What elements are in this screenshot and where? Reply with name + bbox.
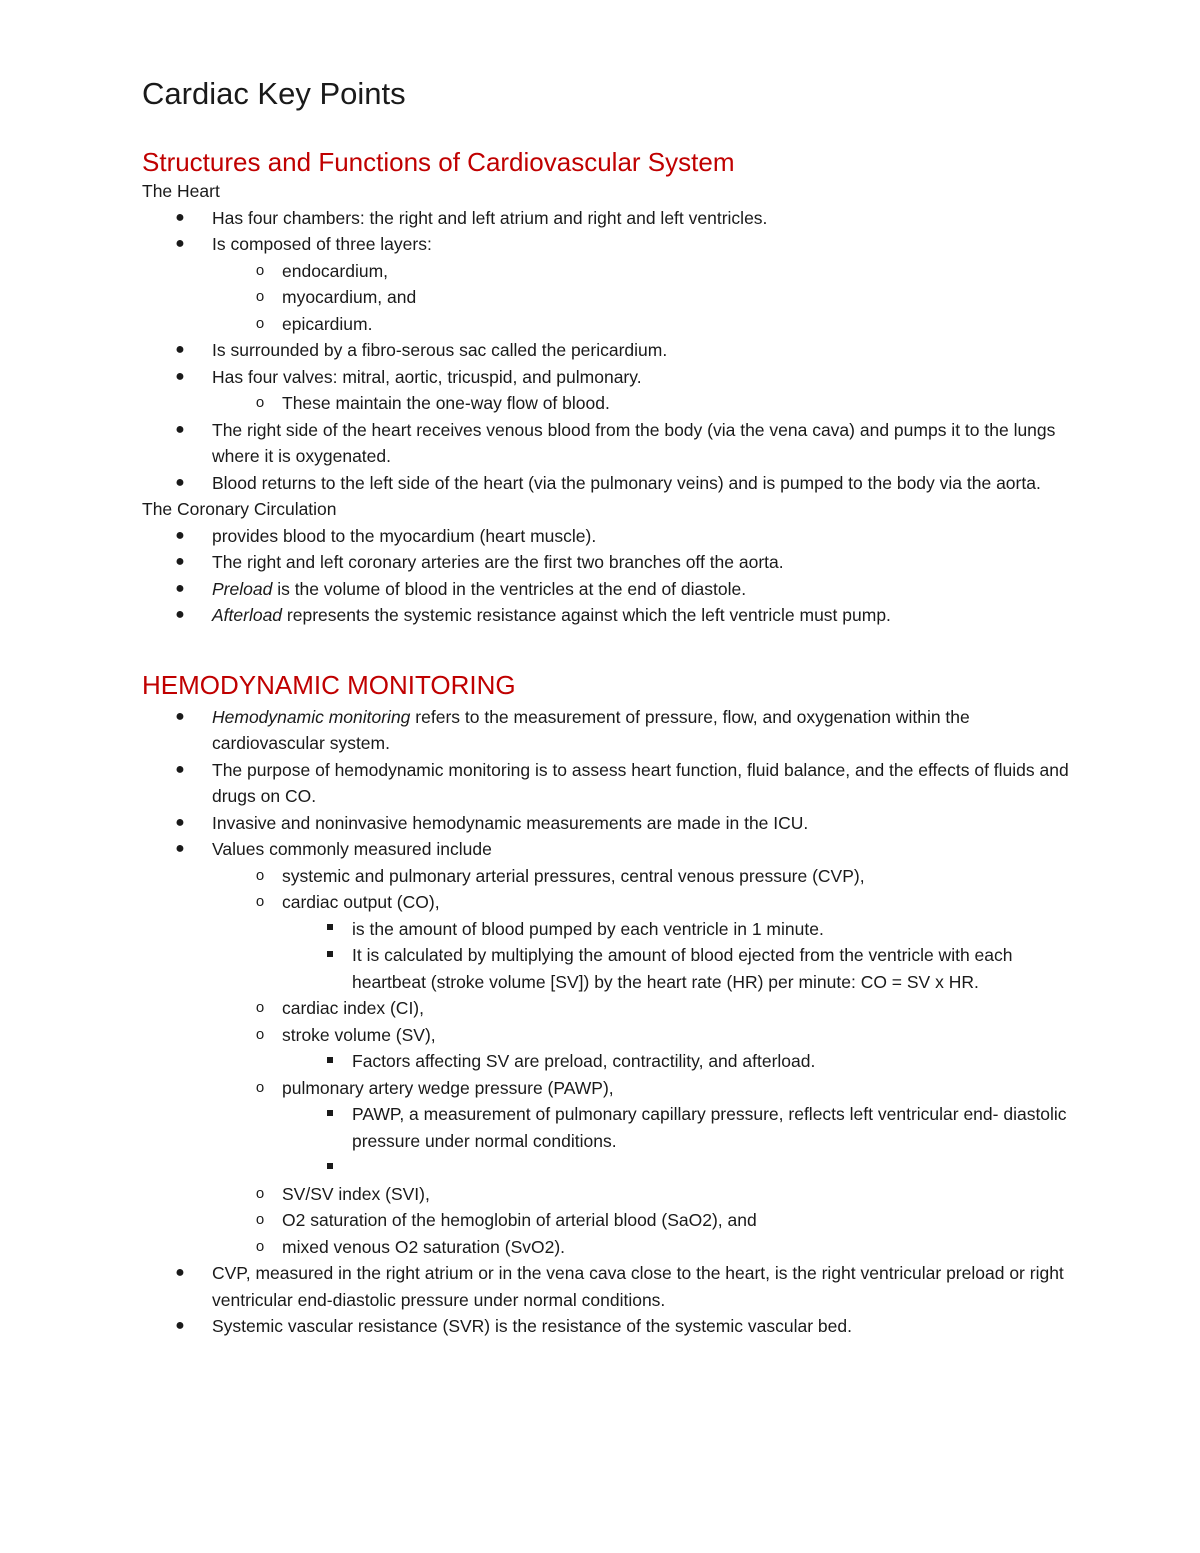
subheading-the-heart: The Heart <box>142 181 220 201</box>
list-item: o stroke volume (SV), Factors affecting SV are preload, contractility, and afterload. <box>212 1022 1072 1075</box>
term-preload: Preload <box>212 578 273 599</box>
circle-bullet-icon: o <box>255 261 265 279</box>
sv-sublist <box>282 1048 1072 1075</box>
square-bullet-icon <box>320 916 340 943</box>
list-item: ● Values commonly measured include o systemic and pulmonary arterial pressures, central venous pressure (CVP), o cardiac output (CO), is the amount of blood pumped by each ventricle in 1 minute. It is calculated by multiplying the amount of blood ejected from the ventricle with each heartbeat (stroke volume [SV]) by the heart rate (HR) per minute: CO = SV x HR. o cardiac index (CI), o stroke volume (SV), Factors affecting SV are preload, contractility, and afterload. o pulmonary artery wedge pressure (PAWP), PAWP, a measurement of pulmonary capillary pressure, reflects left ventricular end- diastolic pressure under normal conditions. o SV/SV index (SVI), o O2 saturation of the hemoglobin of arterial blood (SaO2), and o mixed venous O2 saturation (SvO2). <box>142 836 1072 1260</box>
values-sublist <box>212 863 1072 1261</box>
list-item: o SV/SV index (SVI), <box>212 1181 1072 1208</box>
list-item: o O2 saturation of the hemoglobin of arterial blood (SaO2), and <box>212 1207 1072 1234</box>
circle-bullet-icon: o <box>255 866 265 884</box>
list-item: PAWP, a measurement of pulmonary capillary pressure, reflects left ventricular end- diastolic pressure under normal conditions. <box>282 1101 1072 1154</box>
heart-list <box>142 205 1072 497</box>
list-item: ● Systemic vascular resistance (SVR) is the resistance of the systemic vascular bed. <box>142 1313 1072 1340</box>
list-item-empty <box>282 1154 1072 1181</box>
list-item: o epicardium. <box>212 311 1072 338</box>
document-page <box>142 76 1072 1340</box>
co-sublist <box>282 916 1072 996</box>
section-heading-structures: Structures and Functions of Cardiovascular System <box>142 147 735 177</box>
circle-bullet-icon: o <box>255 1184 265 1202</box>
list-item: ● Afterload represents the systemic resistance against which the left ventricle must pump. <box>142 602 1072 629</box>
list-item: is the amount of blood pumped by each ventricle in 1 minute. <box>282 916 1072 943</box>
valves-sublist <box>212 390 1072 417</box>
bullet-icon: ● <box>175 553 185 570</box>
circle-bullet-icon: o <box>255 314 265 332</box>
list-item: ● The purpose of hemodynamic monitoring is to assess heart function, fluid balance, and the effects of fluids and drugs on CO. <box>142 757 1072 810</box>
list-item: o systemic and pulmonary arterial pressures, central venous pressure (CVP), <box>212 863 1072 890</box>
square-bullet-icon <box>320 1048 340 1075</box>
bullet-icon: ● <box>175 235 185 252</box>
bullet-icon: ● <box>175 813 185 831</box>
square-bullet-icon <box>320 1154 340 1181</box>
square-bullet-icon <box>320 1101 340 1128</box>
bullet-icon: ● <box>175 1317 185 1334</box>
list-item: ● Has four chambers: the right and left atrium and right and left ventricles. <box>142 205 1072 232</box>
list-item: ● Preload is the volume of blood in the ventricles at the end of diastole. <box>142 576 1072 603</box>
bullet-icon: ● <box>175 707 185 725</box>
list-item: Factors affecting SV are preload, contractility, and afterload. <box>282 1048 1072 1075</box>
circle-bullet-icon: o <box>255 893 265 910</box>
bullet-icon: ● <box>175 760 185 778</box>
list-item: o mixed venous O2 saturation (SvO2). <box>212 1234 1072 1261</box>
list-item: o cardiac output (CO), is the amount of blood pumped by each ventricle in 1 minute. It is calculated by multiplying the amount of blood ejected from the ventricle with each heartbeat (stroke volume [SV]) by the heart rate (HR) per minute: CO = SV x HR. <box>212 889 1072 995</box>
circle-bullet-icon: o <box>255 1211 265 1228</box>
list-item: o cardiac index (CI), <box>212 995 1072 1022</box>
circle-bullet-icon: o <box>255 288 265 305</box>
pawp-sublist <box>282 1101 1072 1181</box>
bullet-icon: ● <box>175 1264 185 1281</box>
circle-bullet-icon: o <box>255 1237 265 1255</box>
layers-sublist <box>212 258 1072 338</box>
circle-bullet-icon: o <box>255 394 265 411</box>
list-item: ● Invasive and noninvasive hemodynamic measurements are made in the ICU. <box>142 810 1072 837</box>
list-item: ● The right side of the heart receives venous blood from the body (via the vena cava) and pumps it to the lungs where it is oxygenated. <box>142 417 1072 470</box>
bullet-icon: ● <box>175 473 185 491</box>
list-item: It is calculated by multiplying the amount of blood ejected from the ventricle with each heartbeat (stroke volume [SV]) by the heart rate (HR) per minute: CO = SV x HR. <box>282 942 1072 995</box>
list-item: o These maintain the one-way flow of blood. <box>212 390 1072 417</box>
bullet-icon: ● <box>175 840 185 857</box>
list-item: ● The right and left coronary arteries are the first two branches off the aorta. <box>142 549 1072 576</box>
bullet-icon: ● <box>175 526 185 544</box>
bullet-icon: ● <box>175 341 185 358</box>
list-item: ● Blood returns to the left side of the heart (via the pulmonary veins) and is pumped to the body via the aorta. <box>142 470 1072 497</box>
list-item: ● provides blood to the myocardium (heart muscle). <box>142 523 1072 550</box>
document-title: Cardiac Key Points <box>142 76 406 111</box>
circle-bullet-icon: o <box>255 999 265 1016</box>
bullet-icon: ● <box>175 579 185 597</box>
hemodynamic-list <box>142 704 1072 1340</box>
bullet-icon: ● <box>175 606 185 623</box>
list-item: o endocardium, <box>212 258 1072 285</box>
circle-bullet-icon: o <box>255 1078 265 1096</box>
list-item: o pulmonary artery wedge pressure (PAWP), PAWP, a measurement of pulmonary capillary pressure, reflects left ventricular end- diastolic pressure under normal conditions. <box>212 1075 1072 1181</box>
list-item: o myocardium, and <box>212 284 1072 311</box>
term-hemodynamic-monitoring: Hemodynamic monitoring <box>212 706 411 727</box>
circle-bullet-icon: o <box>255 1025 265 1043</box>
list-item: ● Is surrounded by a fibro-serous sac called the pericardium. <box>142 337 1072 364</box>
list-item: ● Is composed of three layers: o endocardium, o myocardium, and o epicardium. <box>142 231 1072 337</box>
square-bullet-icon <box>320 942 340 969</box>
term-afterload: Afterload <box>212 605 283 625</box>
section-heading-hemodynamic: HEMODYNAMIC MONITORING <box>142 669 516 700</box>
bullet-icon: ● <box>175 367 185 385</box>
coronary-list <box>142 523 1072 629</box>
bullet-icon: ● <box>175 208 185 226</box>
list-item: ● CVP, measured in the right atrium or in the vena cava close to the heart, is the right ventricular preload or right ventricular end-diastolic pressure under normal conditions. <box>142 1260 1072 1313</box>
list-item: ● Hemodynamic monitoring refers to the measurement of pressure, flow, and oxygenation within the cardiovascular system. <box>142 704 1072 757</box>
subheading-coronary-circulation: The Coronary Circulation <box>142 499 337 519</box>
bullet-icon: ● <box>175 420 185 438</box>
list-item: ● Has four valves: mitral, aortic, tricuspid, and pulmonary. o These maintain the one-way flow of blood. <box>142 364 1072 417</box>
